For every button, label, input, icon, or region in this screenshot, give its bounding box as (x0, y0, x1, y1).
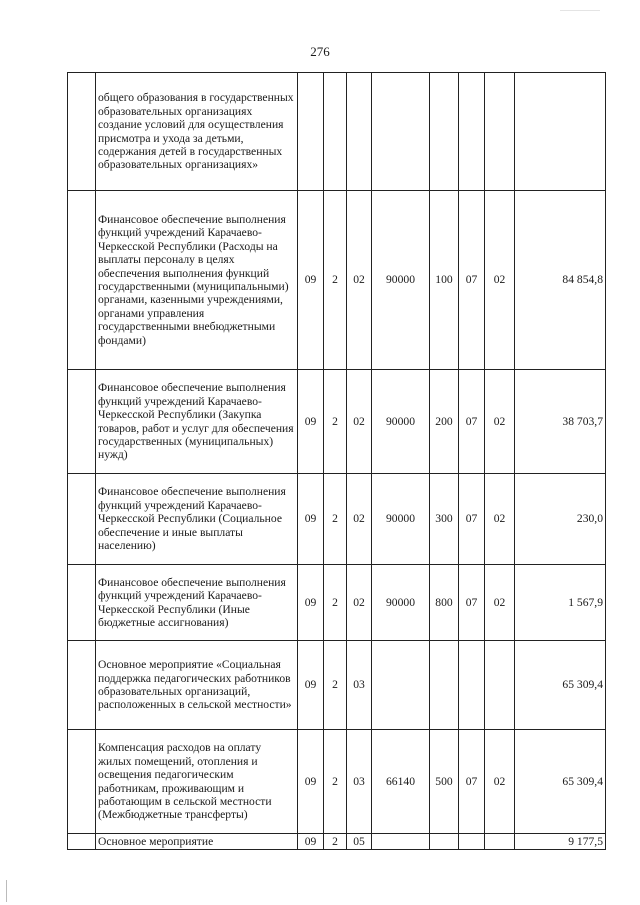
subsection-cell: 02 (485, 730, 515, 834)
amount-cell: 1 567,9 (515, 565, 606, 641)
subprogram-code-cell: 2 (324, 834, 347, 850)
expense-type-cell (430, 641, 459, 730)
event-code-cell: 02 (347, 565, 372, 641)
program-code-cell: 09 (298, 834, 324, 850)
event-code-cell: 05 (347, 834, 372, 850)
program-code-cell: 09 (298, 730, 324, 834)
subsection-cell (485, 641, 515, 730)
direction-code-cell: 90000 (372, 191, 430, 370)
subsection-cell (485, 834, 515, 850)
direction-code-cell (372, 641, 430, 730)
direction-code-cell: 66140 (372, 730, 430, 834)
event-code-cell: 02 (347, 370, 372, 474)
row-number-cell (68, 73, 96, 191)
description-cell: общего образования в государственных образовательных организациях создание условий для осуществления присмотра и ухода за детьми, содержания детей в государственных образовательных организациях» (96, 73, 298, 191)
subprogram-code-cell (324, 73, 347, 191)
subsection-cell (485, 73, 515, 191)
scan-artifact-left (6, 880, 7, 902)
row-number-cell (68, 370, 96, 474)
subsection-cell: 02 (485, 370, 515, 474)
amount-cell: 38 703,7 (515, 370, 606, 474)
direction-code-cell: 90000 (372, 370, 430, 474)
amount-cell: 65 309,4 (515, 730, 606, 834)
direction-code-cell (372, 73, 430, 191)
direction-code-cell: 90000 (372, 565, 430, 641)
table-row (68, 73, 606, 191)
direction-code-cell (372, 834, 430, 850)
row-number-cell (68, 641, 96, 730)
expense-type-cell (430, 73, 459, 191)
table-row (68, 834, 606, 850)
table-row (68, 565, 606, 641)
subprogram-code-cell: 2 (324, 641, 347, 730)
table-row (68, 730, 606, 834)
expense-type-cell: 500 (430, 730, 459, 834)
section-cell (459, 73, 485, 191)
program-code-cell: 09 (298, 370, 324, 474)
event-code-cell: 03 (347, 641, 372, 730)
amount-cell: 84 854,8 (515, 191, 606, 370)
description-cell: Финансовое обеспечение выполнения функций учреждений Карачаево-Черкесской Республики (Расходы на выплаты персоналу в целях обеспечения выполнения функций государственными (муниципальными) органами, казенными учреждениями, органами управления государственными внебюджетными фондами) (96, 191, 298, 370)
section-cell: 07 (459, 191, 485, 370)
section-cell: 07 (459, 565, 485, 641)
amount-cell: 230,0 (515, 474, 606, 565)
section-cell (459, 834, 485, 850)
description-cell: Финансовое обеспечение выполнения функций учреждений Карачаево-Черкесской Республики (Иные бюджетные ассигнования) (96, 565, 298, 641)
row-number-cell (68, 834, 96, 850)
amount-cell: 65 309,4 (515, 641, 606, 730)
page-number: 276 (310, 44, 330, 59)
description-cell: Основное мероприятие (96, 834, 298, 850)
row-number-cell (68, 730, 96, 834)
description-cell: Финансовое обеспечение выполнения функций учреждений Карачаево-Черкесской Республики (Социальное обеспечение и иные выплаты населению) (96, 474, 298, 565)
subprogram-code-cell: 2 (324, 370, 347, 474)
expense-type-cell (430, 834, 459, 850)
row-number-cell (68, 191, 96, 370)
amount-cell (515, 73, 606, 191)
budget-table (67, 72, 606, 850)
direction-code-cell: 90000 (372, 474, 430, 565)
section-cell: 07 (459, 730, 485, 834)
section-cell: 07 (459, 370, 485, 474)
program-code-cell (298, 73, 324, 191)
program-code-cell: 09 (298, 474, 324, 565)
event-code-cell: 02 (347, 191, 372, 370)
program-code-cell: 09 (298, 191, 324, 370)
event-code-cell (347, 73, 372, 191)
subprogram-code-cell: 2 (324, 191, 347, 370)
scan-artifact-top (560, 10, 600, 11)
description-cell: Финансовое обеспечение выполнения функций учреждений Карачаево-Черкесской Республики (Закупка товаров, работ и услуг для обеспечения государственных (муниципальных) нужд) (96, 370, 298, 474)
table-row (68, 370, 606, 474)
subprogram-code-cell: 2 (324, 730, 347, 834)
row-number-cell (68, 565, 96, 641)
event-code-cell: 02 (347, 474, 372, 565)
section-cell: 07 (459, 474, 485, 565)
program-code-cell: 09 (298, 641, 324, 730)
subsection-cell: 02 (485, 474, 515, 565)
table-row (68, 474, 606, 565)
expense-type-cell: 800 (430, 565, 459, 641)
subprogram-code-cell: 2 (324, 565, 347, 641)
description-cell: Основное мероприятие «Социальная поддержка педагогических работников образовательных организаций, расположенных в сельской местности» (96, 641, 298, 730)
description-cell: Компенсация расходов на оплату жилых помещений, отопления и освещения педагогическим работникам, проживающим и работающим в сельской местности (Межбюджетные трансферты) (96, 730, 298, 834)
program-code-cell: 09 (298, 565, 324, 641)
subsection-cell: 02 (485, 191, 515, 370)
event-code-cell: 03 (347, 730, 372, 834)
row-number-cell (68, 474, 96, 565)
expense-type-cell: 100 (430, 191, 459, 370)
subprogram-code-cell: 2 (324, 474, 347, 565)
expense-type-cell: 200 (430, 370, 459, 474)
subsection-cell: 02 (485, 565, 515, 641)
amount-cell: 9 177,5 (515, 834, 606, 850)
table-row (68, 191, 606, 370)
expense-type-cell: 300 (430, 474, 459, 565)
section-cell (459, 641, 485, 730)
table-row (68, 641, 606, 730)
